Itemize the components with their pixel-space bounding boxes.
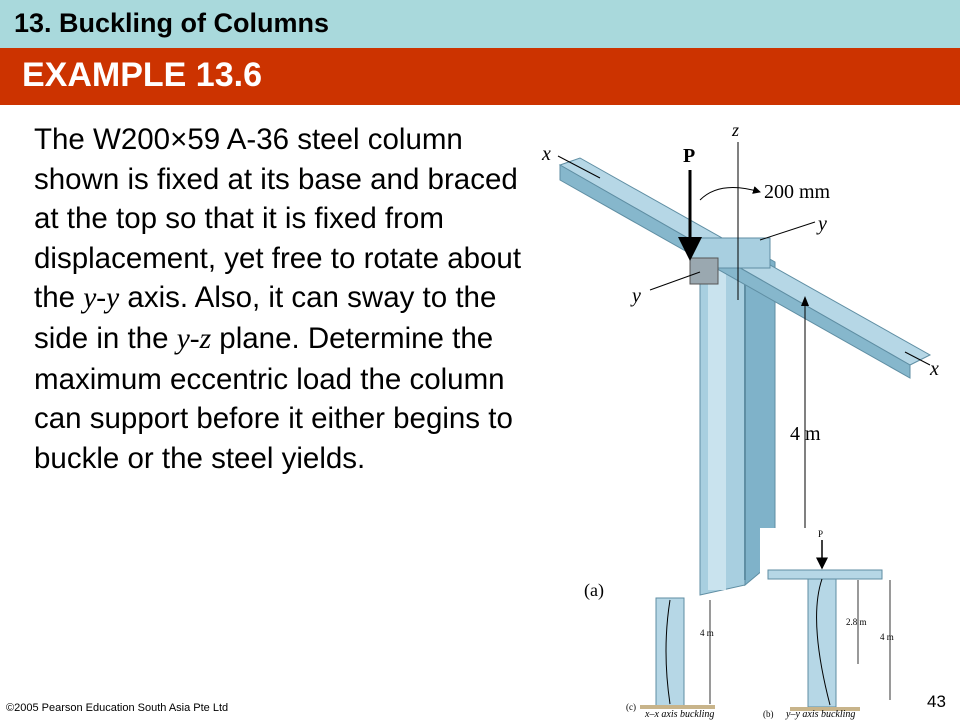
- example-bar: [0, 48, 960, 105]
- times-symbol: ×: [170, 123, 188, 156]
- example-title: EXAMPLE 13.6: [22, 56, 262, 94]
- text-seg-2: 59 A-36 steel column shown is fixed at its base and braced at the top so that it is fixed from displacement, yet free to rotate about the: [34, 123, 522, 315]
- chapter-title: 13. Buckling of Columns: [14, 8, 330, 38]
- axis-yy: y-y: [83, 282, 120, 315]
- plane-yz: y-z: [176, 322, 212, 355]
- page-number: 43: [927, 692, 946, 711]
- dim-4-b: 4 m: [880, 632, 894, 642]
- y-label-left: y: [632, 285, 641, 307]
- text-seg-1: The W200: [34, 123, 171, 156]
- copyright-text: ©2005 Pearson Education South Asia Pte Ltd: [6, 702, 229, 714]
- x-label-top: x: [542, 143, 551, 165]
- problem-paragraph: [34, 120, 544, 478]
- bracket-plate: [690, 258, 718, 284]
- z-label: z: [732, 120, 740, 140]
- height-label: 4 m: [790, 423, 821, 445]
- column-figure: [530, 110, 960, 720]
- problem-statement: [34, 120, 544, 478]
- caption-b: y–y axis buckling: [786, 709, 856, 720]
- eccentricity-arc: [700, 188, 760, 201]
- small-p-label: P: [818, 529, 824, 539]
- y-label-right: y: [818, 213, 827, 235]
- header-bar: [0, 0, 960, 48]
- part-b-label: (b): [763, 709, 774, 719]
- caption-c: x–x axis buckling: [645, 709, 715, 720]
- y-axis-right: [760, 222, 815, 240]
- dim-4-c: 4 m: [700, 628, 714, 638]
- x-label-bottom: x: [930, 358, 939, 380]
- part-a-label: (a): [584, 580, 604, 600]
- subfigure-c: [626, 598, 715, 720]
- text-seg-4: plane. Determine the maximum eccentric load the column can support before it either begins to buckle or the steel yields.: [34, 321, 513, 475]
- eccentricity-label: 200 mm: [764, 181, 831, 203]
- dim-2-8: 2.8 m: [846, 617, 867, 627]
- text-seg-3: axis. Also, it can sway to the side in the: [34, 281, 497, 355]
- part-c-label: (c): [626, 702, 636, 712]
- load-label: P: [683, 145, 696, 167]
